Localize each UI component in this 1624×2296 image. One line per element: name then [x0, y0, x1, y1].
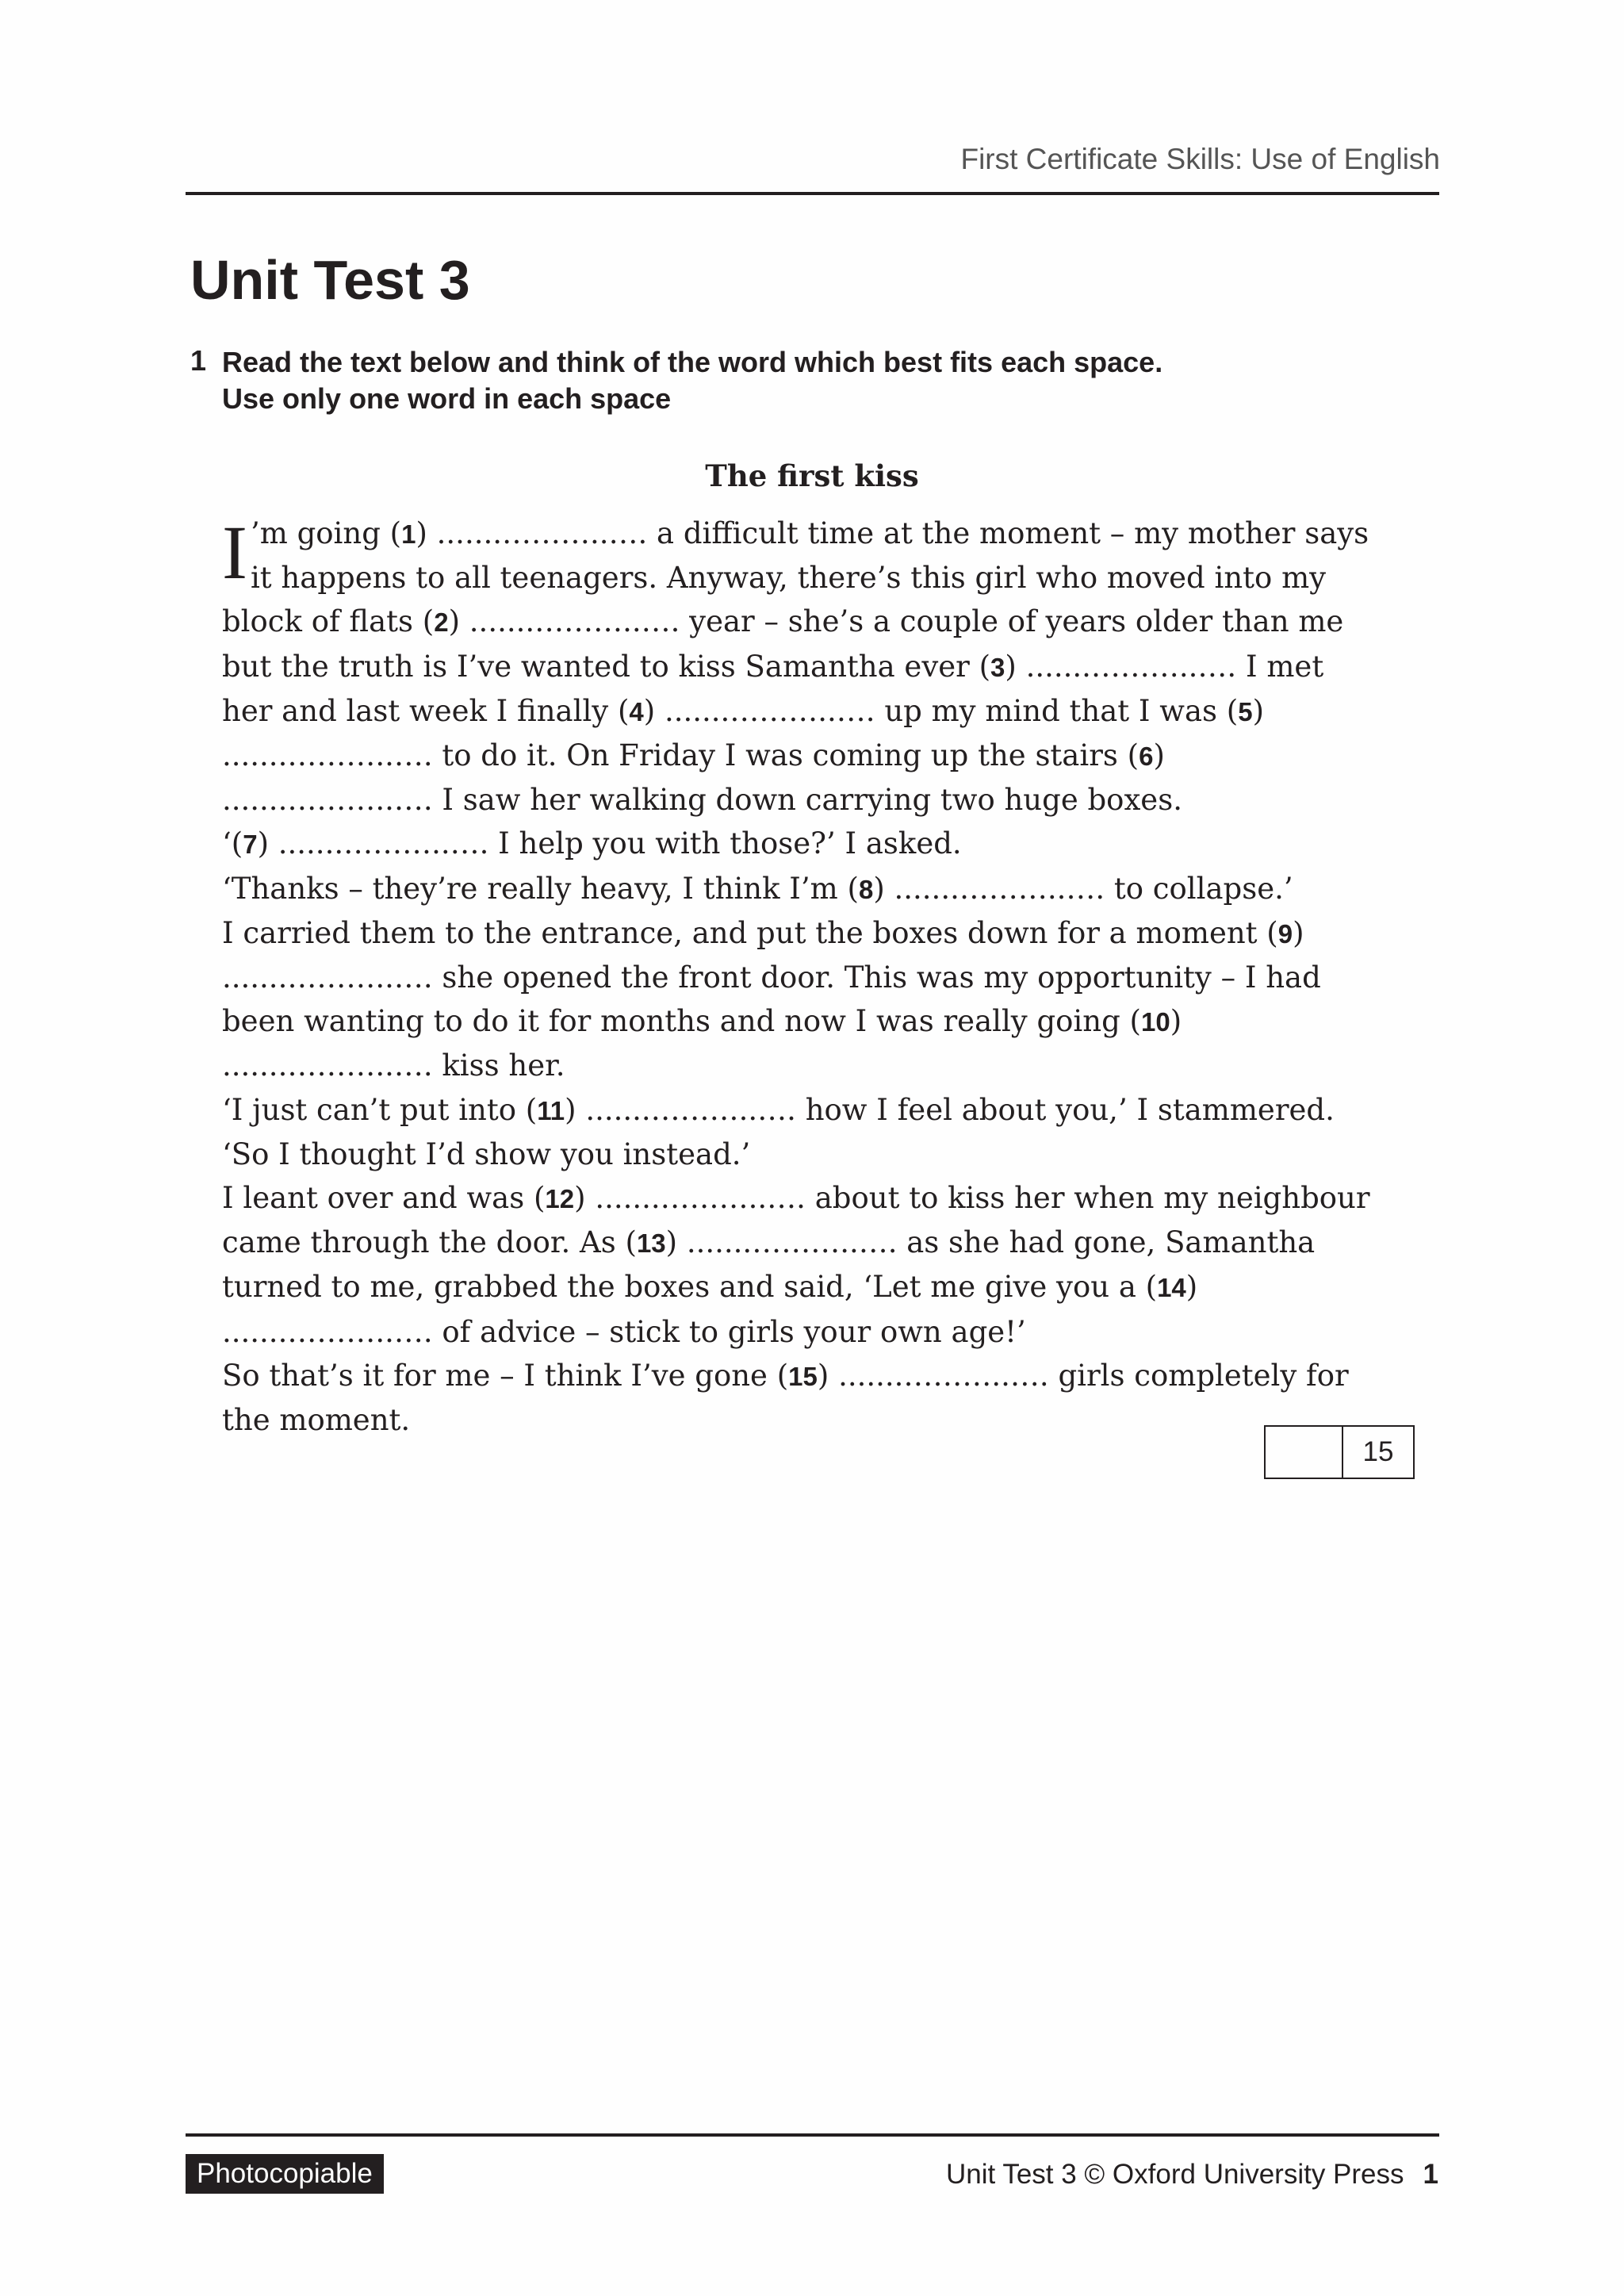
gap-number: 3	[990, 652, 1005, 682]
gap-blank[interactable]: .......………..….	[664, 693, 875, 728]
gap-blank[interactable]: .......………..….	[585, 1092, 796, 1127]
emphasis-one: one	[349, 382, 400, 415]
gap-blank[interactable]: .......………..….	[838, 1358, 1049, 1393]
instructions	[222, 344, 1162, 417]
paragraph-1: I ’m going (1) .......………..…. a difficult time at the moment – my mother says it happens to all teenagers. Anyway, there’s this girl who moved into my block of flats (2) .......………..…. year – she’s a couple of years older than me but the truth is I’ve wanted to kiss Samantha ever (3) .......………..…. I met her and last week I finally (4) .......………..…. up my mind that I was (5) .......………..…. to do it. On Friday I was coming up the stairs (6) .......………..…. I saw her walking down carrying two huge boxes.	[222, 510, 1369, 818]
paragraph-4: I carried them to the entrance, and put the boxes down for a moment (9) .......………..…. she opened the front door. This was my opportunity – I had been wanting to do it for months and now I was really going (10) .......………..…. kiss her.	[222, 915, 1321, 1083]
gap-number: 10	[1140, 1007, 1170, 1037]
gap-number: 8	[858, 874, 874, 904]
paragraph-2: ‘(7) .......………..…. I help you with those?’ I asked.	[222, 826, 962, 861]
footer-credit	[946, 2157, 1438, 2192]
paragraph-7: So that’s it for me – I think I’ve gone (15) .......………..…. girls completely for the moment.	[222, 1358, 1349, 1438]
score-box	[1264, 1425, 1415, 1479]
drop-cap: I	[222, 510, 247, 595]
gap-blank[interactable]: .......………..….	[222, 738, 433, 773]
score-input-cell[interactable]	[1266, 1427, 1343, 1478]
paragraph-3: ‘Thanks – they’re really heavy, I think I’m (8) .......………..…. to collapse.’	[222, 871, 1293, 906]
gap-number: 12	[545, 1184, 575, 1214]
page-number: 1	[1423, 2159, 1438, 2190]
running-header: First Certificate Skills: Use of English	[960, 143, 1440, 175]
gap-blank[interactable]: .......………..….	[595, 1181, 806, 1216]
gap-blank[interactable]: .......………..….	[222, 1314, 433, 1349]
gap-number: 13	[636, 1228, 666, 1259]
gap-number: 14	[1157, 1273, 1186, 1303]
gap-number: 2	[434, 608, 449, 638]
gap-number: 4	[629, 696, 644, 726]
footer-copyright: Unit Test 3 © Oxford University Press	[945, 2159, 1404, 2190]
gap-number: 11	[537, 1095, 565, 1125]
instructions-line-1: Read the text below and think of the word which best fits each space.	[222, 346, 1163, 378]
gap-number: 6	[1139, 742, 1154, 772]
instruction-number: 1	[190, 344, 207, 377]
gap-number: 15	[788, 1361, 818, 1391]
footer-rule	[186, 2133, 1439, 2137]
page-title: Unit Test 3	[190, 249, 470, 311]
photocopiable-badge: Photocopiable	[186, 2154, 384, 2194]
paragraph-6: I leant over and was (12) .......………..…. about to kiss her when my neighbour came through the door. As (13) .......………..…. as she had gone, Samantha turned to me, grabbed the boxes and said, ‘Let me give you a (14) .......………..…. of advice – stick to girls your own age!’	[222, 1181, 1370, 1349]
gap-blank[interactable]: .......………..….	[222, 1048, 433, 1083]
text-title: The first kiss	[705, 458, 919, 493]
paragraph-5: ‘I just can’t put into (11) .......………..…. how I feel about you,’ I stammered. ‘So I thought I’d show you instead.’	[222, 1092, 1335, 1171]
gap-number: 9	[1277, 918, 1293, 949]
gap-blank[interactable]: .......………..….	[278, 826, 489, 861]
gap-number: 1	[401, 519, 416, 549]
instructions-line-2: Use only one word in each space	[222, 382, 672, 415]
gap-blank[interactable]: .......………..….	[894, 871, 1105, 906]
gap-number: 7	[243, 830, 258, 860]
header-rule	[186, 192, 1439, 195]
gap-blank[interactable]: .......………..….	[469, 604, 680, 639]
passage	[222, 512, 1380, 1442]
gap-blank[interactable]: .......………..….	[222, 960, 433, 995]
gap-blank[interactable]: .......………..….	[1025, 649, 1237, 684]
score-total: 15	[1362, 1436, 1394, 1467]
gap-blank[interactable]: .......………..….	[686, 1225, 898, 1260]
gap-number: 5	[1238, 696, 1253, 726]
gap-blank[interactable]: .......………..….	[222, 783, 433, 818]
gap-blank[interactable]: .......………..….	[436, 516, 648, 550]
